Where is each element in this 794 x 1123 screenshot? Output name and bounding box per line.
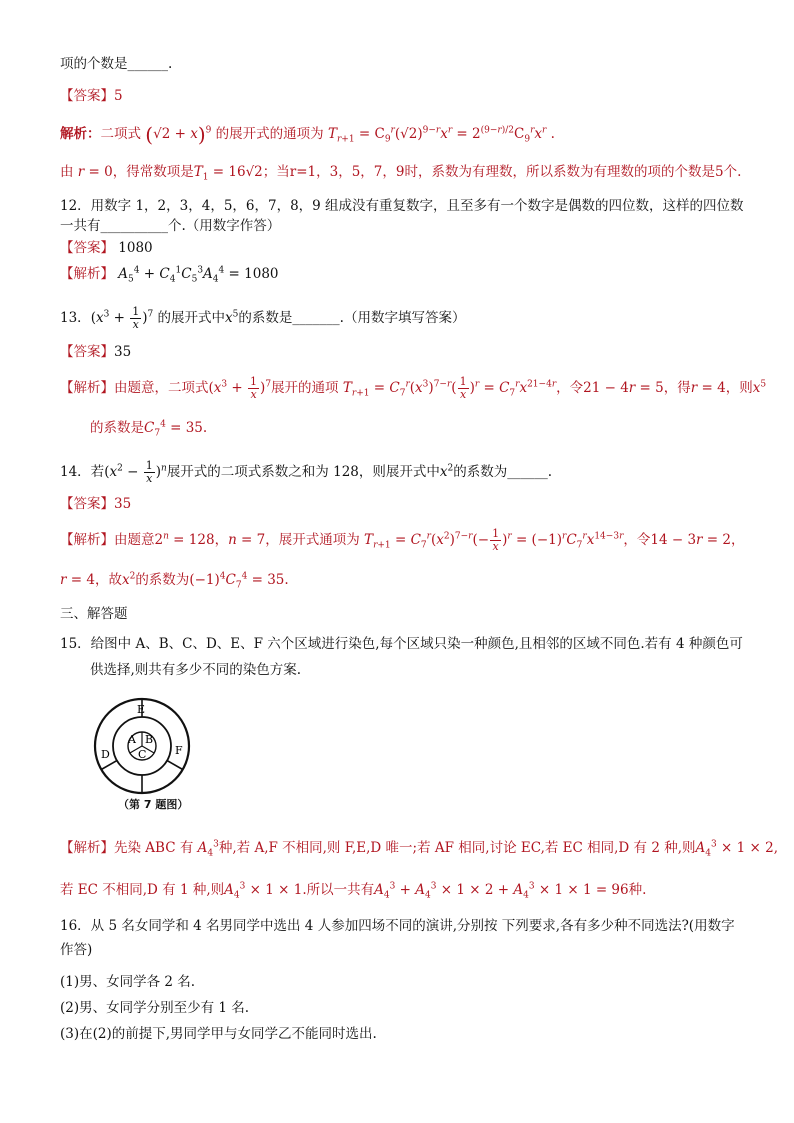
solution-13-cont: 的系数是$C_7^4 = 35$. bbox=[90, 419, 208, 439]
question-16-b: 作答) bbox=[60, 942, 93, 958]
label-c: C bbox=[138, 748, 147, 761]
solution-14-cont: r = 4，故$x^2$的系数为$(-1)^4C_7^4 = 35$. bbox=[60, 571, 289, 591]
solution-13: 【解析】由题意，二项式($x^3$ + $\frac{1}{x}$ )$^7$展开的通项 $T_{r+1} = C_7^r(x^3)^{7-r}$( $\frac{1}{x}$ )$^r = C_7^rx^{21-4r}$，令21 − 4r = 5，得r = 4，则$x^5$ bbox=[60, 375, 767, 401]
label-d: D bbox=[101, 748, 110, 761]
solution-15-cont: 若 EC 不相同,D 有 1 种,则$A_4^3 \times 1 \times 1$.所以一共有$A_4^3 + A_4^3 \times 1 \times 2 + A_4^3 \times 1 \times 1 = 96$种. bbox=[60, 881, 647, 901]
answer-12: 【答案】 1080 bbox=[60, 240, 153, 256]
label-a: A bbox=[128, 733, 136, 746]
answer-13: 【答案】35 bbox=[60, 344, 132, 360]
solution-15: 【解析】先染 ABC 有 $A_4^3$种,若 A,F 不相同,则 F,E,D 唯一;若 AF 相同,讨论 EC,若 EC 相同,D 有 2 种,则$A_4^3 \times 1 \times 2$, bbox=[60, 839, 778, 859]
solution-14: 【解析】由题意$2^n = 128$，n = 7，展开式通项为 $T_{r+1} = C_7^r(x^2)^{7-r}(-$ $\frac{1}{x}$ )$^r = (-1)^rC_7^rx^{14-3r}$，令14 − 3r = 2， bbox=[60, 527, 745, 553]
question-16-3: (3)在(2)的前提下,男同学甲与女同学乙不能同时选出. bbox=[60, 1026, 377, 1042]
question-14: 14．若($x^2$ − $\frac{1}{x}$ )$^n$展开式的二项式系数之和为 128，则展开式中$x^2$的系数为______. bbox=[60, 459, 553, 485]
question-15: 15．给图中 A、B、C、D、E、F 六个区域进行染色,每个区域只染一种颜色,且相邻的区域不同色.若有 4 种颜色可 bbox=[60, 636, 743, 652]
solution-11-cont: 由 r = 0，得常数项是$T_1 = 16√2$；当r=1，3，5，7，9时，系数为有理数，所以系数为有理数的项的个数是5个. bbox=[60, 164, 742, 183]
answer-14: 【答案】35 bbox=[60, 496, 132, 512]
label-e: E bbox=[137, 703, 146, 716]
solution-12: 【解析】 $A_5^4 + C_4^1C_5^3A_4^4 = 1080$ bbox=[60, 265, 279, 285]
question-16-2: (2)男、女同学分别至少有 1 名. bbox=[60, 1000, 250, 1016]
section-heading: 三、解答题 bbox=[60, 606, 128, 622]
q11-tail: 项的个数是______. bbox=[60, 56, 173, 72]
question-12-b: 一共有__________个.（用数字作答） bbox=[60, 218, 281, 234]
answer-11: 【答案】5 bbox=[60, 88, 123, 104]
solution-11: 解析：二项式 $(√2 + x)^9$ 的展开式的通项为 $T_{r+1} = C_9^r(√2)^{9-r}x^r = 2^{(9-r)/2}C_9^rx^r$ . bbox=[60, 122, 555, 147]
question-16-1: (1)男、女同学各 2 名. bbox=[60, 974, 196, 990]
question-12: 12．用数字 1，2，3，4，5，6，7，8，9 组成没有重复数字，且至多有一个数字是偶数的四位数，这样的四位数 bbox=[60, 198, 744, 214]
label-f: F bbox=[175, 744, 183, 757]
region-diagram bbox=[92, 696, 192, 796]
question-15-b: 供选择,则共有多少不同的染色方案. bbox=[90, 662, 302, 678]
question-13: 13．($x^3$ + $\frac{1}{x}$ )$^7$ 的展开式中$x^5$的系数是_______.（用数字填写答案） bbox=[60, 305, 466, 331]
question-16: 16．从 5 名女同学和 4 名男同学中选出 4 人参加四场不同的演讲,分别按 下列要求,各有多少种不同选法?(用数字 bbox=[60, 918, 735, 934]
figure-caption: （第 7 题图） bbox=[118, 798, 189, 811]
label-b: B bbox=[145, 733, 154, 746]
